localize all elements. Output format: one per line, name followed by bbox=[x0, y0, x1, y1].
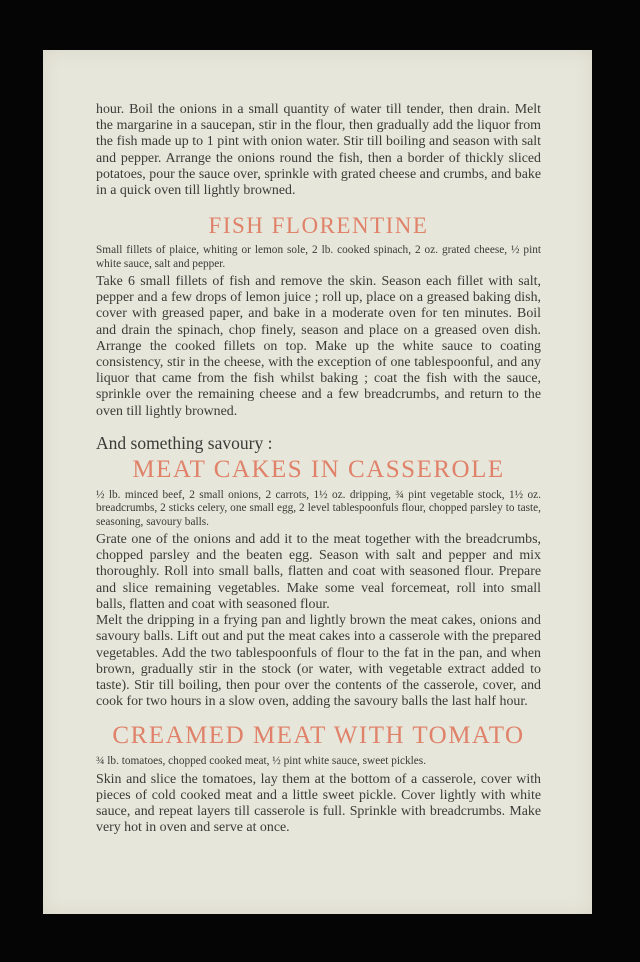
recipe-title-creamed-meat: CREAMED MEAT WITH TOMATO bbox=[112, 722, 525, 750]
recipe-ingredients: Small fillets of plaice, whiting or lemon sole, 2 lb. cooked spinach, 2 oz. grated cheese, ½ pint white sauce, salt and pepper. bbox=[96, 244, 541, 270]
recipe-title-fish-florentine: FISH FLORENTINE bbox=[208, 213, 429, 239]
page-content bbox=[96, 102, 541, 837]
recipe-method: Skin and slice the tomatoes, lay them at the bottom of a casserole, cover with pieces of cold cooked meat and a little sweet pickle. Cover lightly with white sauce, and repeat layers till casserole is full. Sprinkle with breadcrumbs. Make very hot in oven and serve at once. bbox=[96, 771, 541, 836]
recipe-ingredients: ¾ lb. tomatoes, chopped cooked meat, ½ pint white sauce, sweet pickles. bbox=[96, 755, 427, 768]
savoury-lead: And something savoury : bbox=[96, 432, 273, 453]
document-page bbox=[43, 50, 592, 914]
recipe-title-meat-cakes: MEAT CAKES IN CASSEROLE bbox=[132, 455, 505, 483]
recipe-method: Grate one of the onions and add it to the meat together with the breadcrumbs, chopped parsley and the beaten egg. Season with salt and pepper and mix thoroughly. Roll into small balls, flatten and coat with seasoned flour. Prepare and slice remaining vegetables. Make some veal forcemeat, roll into small balls, flatten and coat with seasoned flour. bbox=[96, 532, 541, 612]
recipe-method: Take 6 small fillets of fish and remove the skin. Season each fillet with salt, pepper and a few drops of lemon juice ; roll up, place on a greased baking dish, cover with greased paper, and bake in a moderate oven for ten minutes. Boil and drain the spinach, chop finely, season and place on a greased oven dish. Arrange the cooked fillets on top. Make up the white sauce to coating consistency, stir in the cheese, with the exception of one tablespoonful, and any liquor that came from the fish whilst baking ; coat the fish with the sauce, sprinkle over the remaining cheese and a few breadcrumbs, and return to the oven till lightly browned. bbox=[96, 274, 541, 419]
recipe-ingredients: ½ lb. minced beef, 2 small onions, 2 carrots, 1½ oz. dripping, ¾ pint vegetable stock, 1½ oz. breadcrumbs, 2 sticks celery, one small egg, 2 level tablespoonfuls flour, chopped parsley to taste, seasoning, savoury balls. bbox=[96, 488, 541, 528]
recipe-method: Melt the dripping in a frying pan and lightly brown the meat cakes, onions and savoury balls. Lift out and put the meat cakes into a casserole with the prepared vegetables. Add the two tablespoonfuls of flour to the fat in the pan, and when brown, gradually stir in the stock (or water, with vegetable extract added to taste). Stir till boiling, then pour over the contents of the casserole, cover, and cook for two hours in a slow oven, adding the savoury balls the last half hour. bbox=[96, 613, 541, 710]
intro-paragraph: hour. Boil the onions in a small quantity of water till tender, then drain. Melt the margarine in a saucepan, stir in the flour, then gradually add the liquor from the fish made up to 1 pint with onion water. Stir till boiling and season with salt and pepper. Arrange the onions round the fish, then a border of thickly sliced potatoes, pour the sauce over, sprinkle with grated cheese and crumbs, and bake in a quick oven till lightly browned. bbox=[96, 102, 541, 199]
